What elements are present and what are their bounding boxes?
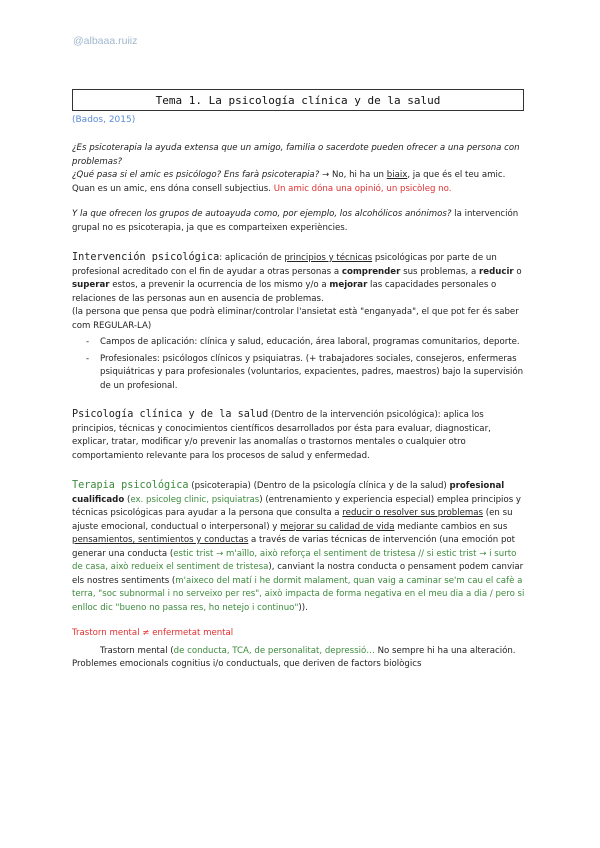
intervencion-bold-2: reducir <box>479 266 514 277</box>
terapia-underlined-1: reducir o resolver sus problemas <box>342 508 484 518</box>
trastorn-heading: Trastorn mental ≠ enfermetat mental <box>72 628 234 638</box>
intervencion-bold-3: superar <box>72 280 110 290</box>
terapia-underlined-3: pensamientos, sentimientos y conductas <box>72 535 249 545</box>
bullet-text-campos: Campos de aplicación: clínica y salud, educación, área laboral, programas comunitarios, deporte. <box>100 337 520 347</box>
intervencion-paragraph <box>72 251 528 306</box>
terapia-green-3: m'aixeco del matí i he dormit malament, quan vaig a caminar se'm cau el cafè a terra, "soc subnormal i no serveixo per res", això impacta de forma negativa en el meu dia a dia / pero si enlloc dic "bueno no passa res, ho netejo i continuo" <box>72 575 525 613</box>
arrow-symbol: → <box>319 170 332 180</box>
trastorn-paragraph <box>72 645 528 672</box>
page-title-box <box>72 89 524 111</box>
intervencion-bullet-list <box>72 336 528 393</box>
intervencion-text-4: o <box>513 266 522 277</box>
author-handle: @albaaa.ruiiz <box>73 35 138 47</box>
terapia-text-3: ) (entrenamiento y experiencia especial) emplea principios y técnicas psicológicas para ayudar a la persona que consulta a <box>72 494 521 518</box>
source-citation: (Bados, 2015) <box>72 115 136 125</box>
document-body <box>72 142 528 672</box>
intervencion-text-6: las capacidades personales o relaciones de las personas aun en ausencia de problemas. <box>72 280 497 304</box>
terapia-heading: Terapia psicológica <box>72 480 189 491</box>
list-item <box>72 336 528 350</box>
terapia-text-1: (psicoterapia) (Dentro de la psicología clínica y de la salud) <box>188 481 450 491</box>
question-1-text: ¿Es psicoterapia la ayuda extensa que un amigo, familia o sacerdote pueden ofrecer a una persona con problemas? <box>72 143 520 167</box>
intervencion-text-2: psicológicas por parte de un profesional acreditado con el fin de ayudar a otras personas a <box>72 253 497 277</box>
page-title: Tema 1. La psicología clínica y de la salud <box>155 93 441 107</box>
terapia-text-6: a través de varias técnicas de intervención (una emoción pot generar una conducta ( <box>72 535 516 559</box>
question-1b-text: ¿Qué pasa si el amic es psicólogo? Ens farà psicoterapia? <box>72 170 320 180</box>
bullet-dash: - <box>86 353 90 364</box>
bullet-dash: - <box>86 337 90 347</box>
terapia-text-5: mediante cambios en sus <box>394 521 508 532</box>
intervencion-text-5: estos, a prevenir la ocurrencia de los mismo y/o a <box>109 280 330 290</box>
clinica-text: (Dentro de la intervención psicológica): aplica los principios, técnicas y conocimientos científicos desarrollados por ésta para evaluar, diagnosticar, explicar, tratar, modificar y/o prevenir las anomalías o trastornos mentales o cualquier otro comportamiento relevante para los procesos de salud y enfermedad. <box>72 410 491 461</box>
question-paragraph-2 <box>72 208 528 235</box>
terapia-paragraph <box>72 479 528 615</box>
intervencion-heading: Intervención psicológica <box>72 252 220 263</box>
bullet-text-profesionales: Profesionales: psicólogos clínicos y psiquiatras. (+ trabajadores sociales, consejeros, enfermeras psiquiátricas y para profesionales (voluntarios, expacientes, padres, maestros) bajo la supervisión de un profesional. <box>100 353 524 391</box>
clinica-paragraph <box>72 408 528 463</box>
intervencion-text-3: sus problemas, a <box>400 266 480 277</box>
terapia-underlined-2: mejorar su calidad de vida <box>280 521 395 532</box>
clinica-heading: Psicología clínica y de la salud <box>72 409 269 420</box>
answer-1-text-a: No, hi ha un <box>331 170 387 180</box>
answer-1-text-b: , ja que és el teu amic. Quan es un amic, ens dóna consell subjectius. <box>72 170 506 194</box>
list-item <box>72 353 528 394</box>
question-2-text: Y la que ofrecen los grupos de autoayuda como, por ejemplo, los alcohólicos anónimos? <box>72 209 452 219</box>
terapia-text-7: ), canviant la nostra conducta o pensament podem canviar els nostres sentiments ( <box>72 562 524 586</box>
intervencion-bold-4: mejorar <box>329 280 368 290</box>
trastorn-green-1: de conducta, TCA, de personalitat, depressió… <box>173 645 375 656</box>
trastorn-text-1: Trastorn mental ( <box>100 645 174 656</box>
intervencion-note: (la persona que pensa que podrà eliminar/controlar l'ansietat està "enganyada", el que pot fer és saber com REGULAR-LA) <box>72 307 519 331</box>
answer-1-highlight: Un amic dóna una opinió, un psicòleg no. <box>273 183 452 194</box>
answer-1-underlined: biaix <box>386 170 408 180</box>
terapia-green-2: estic trist → m'aïllo, això reforça el sentiment de tristesa // si estic trist → i surto de casa, això redueix el sentiment de tristesa <box>72 548 517 572</box>
terapia-green-1: ex. psicoleg clinic, psiquiatras <box>130 494 260 505</box>
intervencion-text-1: : aplicación de <box>219 253 285 263</box>
terapia-text-2: ( <box>124 494 131 505</box>
question-paragraph-1 <box>72 142 528 196</box>
intervencion-bold-1: comprender <box>341 266 401 277</box>
intervencion-underlined-1: principios y técnicas <box>284 253 373 263</box>
terapia-text-4: (en su ajuste emocional, conductual o interpersonal) y <box>72 508 513 532</box>
answer-2-text: la intervención grupal no es psicoterapia, ja que es comparteixen experiències. <box>72 209 519 233</box>
terapia-text-8: )). <box>298 602 308 613</box>
trastorn-text-2: No sempre hi ha una alteración. Problemes emocionals cognitius i/o conductuals, que deriven de factors biològics <box>72 645 516 669</box>
terapia-bold-1: profesional cualificado <box>72 481 505 505</box>
